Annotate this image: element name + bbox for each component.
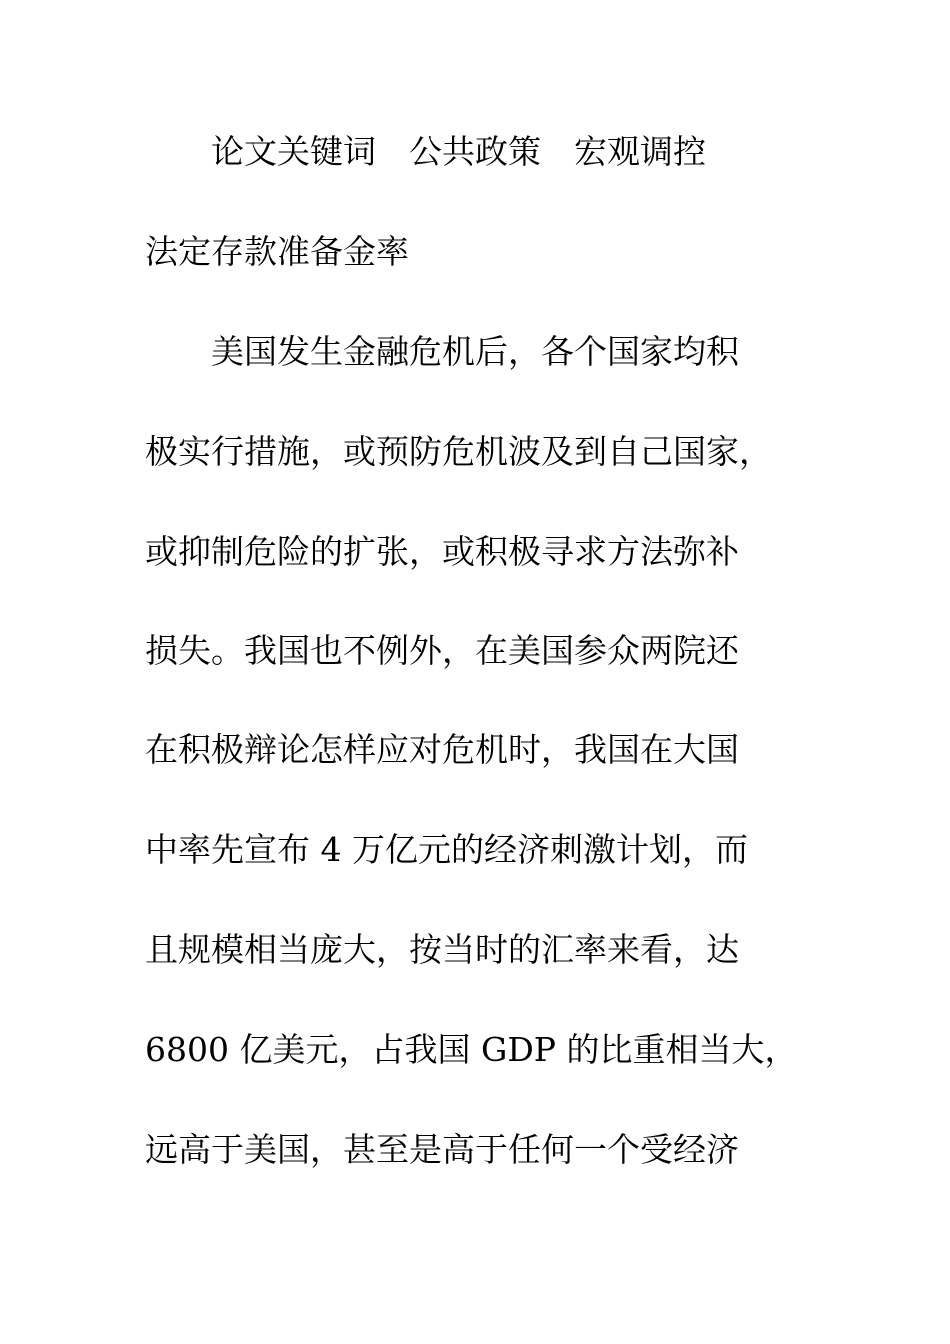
paragraph-line: 损失。我国也不例外，在美国参众两院还	[145, 631, 739, 670]
keywords-line-continued: 法定存款准备金率	[145, 232, 409, 271]
paragraph-line: 中率先宣布 4 万亿元的经济刺激计划，而	[145, 830, 748, 869]
paragraph-line: 在积极辩论怎样应对危机时，我国在大国	[145, 730, 739, 769]
paragraph-line: 远高于美国，甚至是高于任何一个受经济	[145, 1130, 739, 1169]
paragraph-line: 极实行措施，或预防危机波及到自己国家，	[145, 432, 772, 471]
paragraph-line: 6800 亿美元，占我国 GDP 的比重相当大，	[145, 1030, 798, 1069]
paragraph-line: 或抑制危险的扩张，或积极寻求方法弥补	[145, 532, 739, 571]
paragraph-line: 美国发生金融危机后，各个国家均积	[145, 332, 739, 371]
paragraph-line: 且规模相当庞大，按当时的汇率来看，达	[145, 930, 739, 969]
keywords-line: 论文关键词 公共政策 宏观调控	[145, 132, 706, 171]
